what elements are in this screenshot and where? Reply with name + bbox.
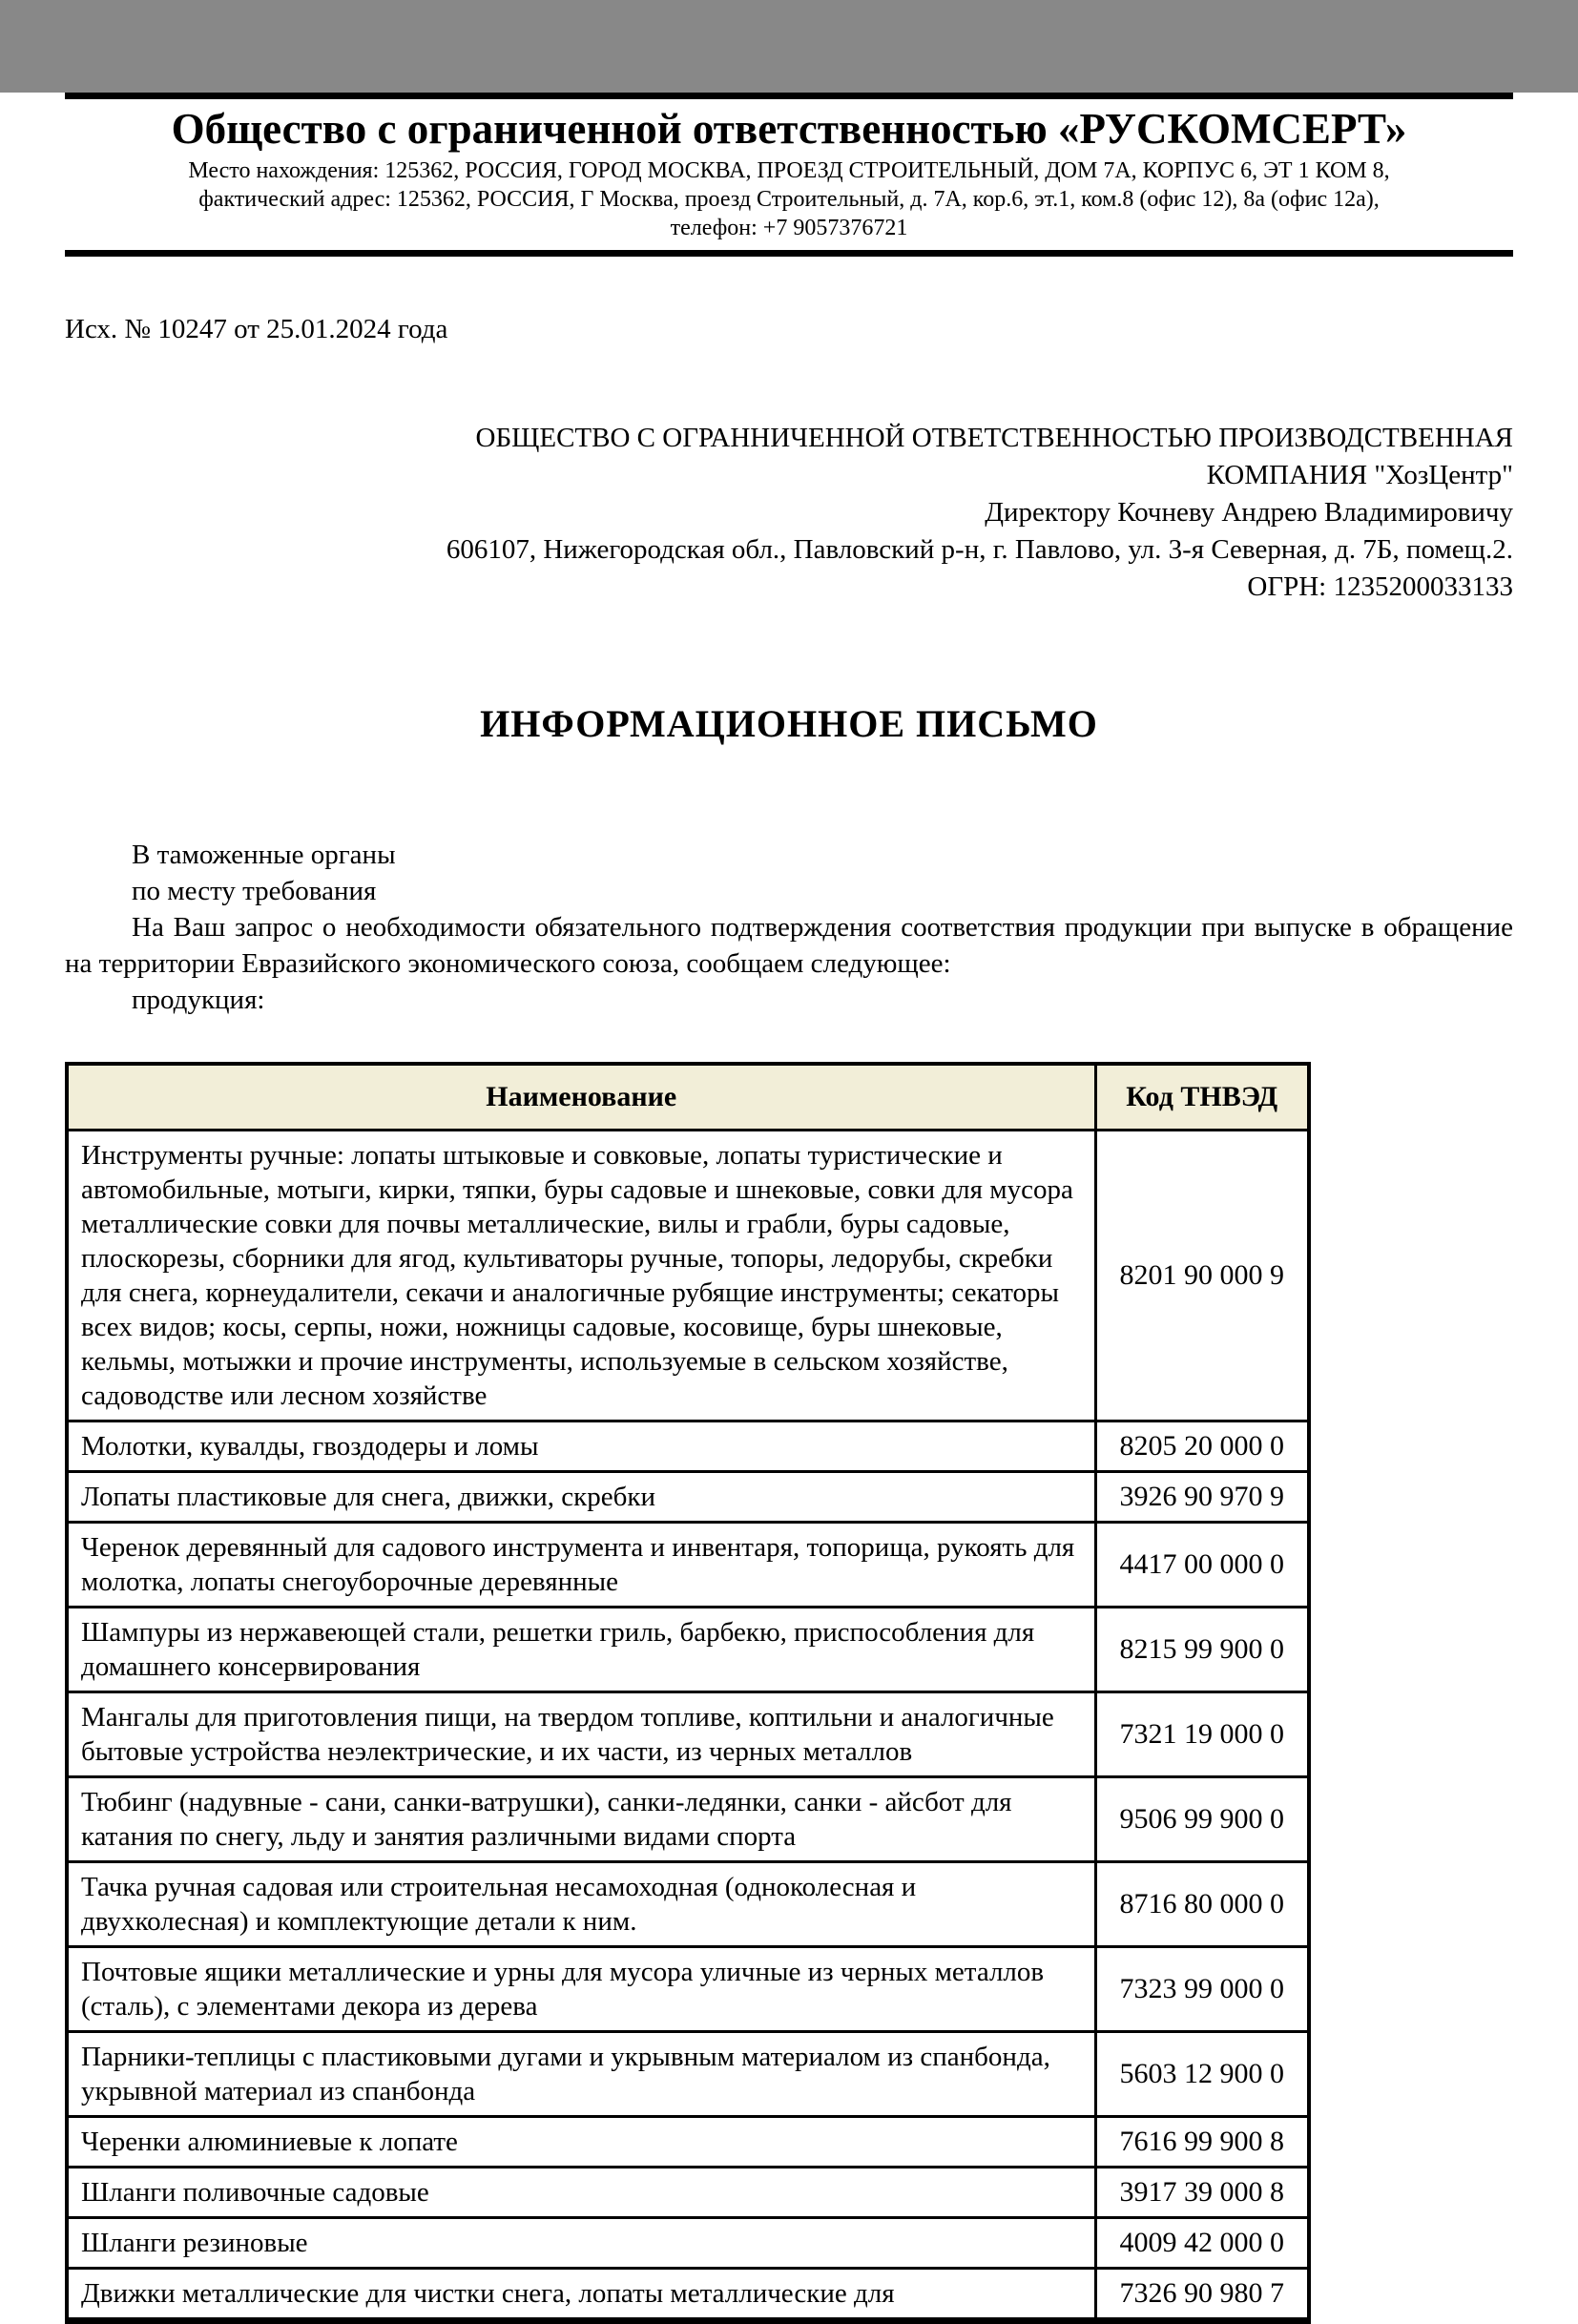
product-code-cell: 7326 90 980 7	[1095, 2269, 1309, 2321]
recipient-company-line-1: ОБЩЕСТВО С ОГРАННИЧЕННОЙ ОТВЕТСТВЕННОСТЬЮ ПРОИЗВОДСТВЕННАЯ	[475, 423, 1513, 453]
product-code-cell: 4009 42 000 0	[1095, 2218, 1309, 2269]
product-name-cell: Шампуры из нержавеющей стали, решетки гриль, барбекю, приспособления для домашнего консервирования	[67, 1608, 1095, 1692]
product-name-cell: Шланги поливочные садовые	[67, 2168, 1095, 2218]
product-code-cell: 8201 90 000 9	[1095, 1131, 1309, 1421]
table-row	[67, 1523, 1309, 1608]
recipient-block	[65, 420, 1513, 606]
recipient-director: Директору Кочневу Андрею Владимировичу	[985, 497, 1513, 528]
product-name-cell: Шланги резиновые	[67, 2218, 1095, 2269]
product-code-cell: 3926 90 970 9	[1095, 1472, 1309, 1523]
product-name-cell: Черенок деревянный для садового инструмента и инвентаря, топорища, рукоять для молотка, лопаты снегоуборочные деревянные	[67, 1523, 1095, 1608]
product-name-cell: Инструменты ручные: лопаты штыковые и совковые, лопаты туристические и автомобильные, мотыги, кирки, тяпки, буры садовые и шнековые, совки для мусора металлические совки для почвы металлические, вилы и грабли, буры садовые, плоскорезы, сборники для ягод, культиваторы ручные, топоры, ледорубы, скребки для снега, корнеудалители, секачи и аналогичные рубящие инструменты; секаторы всех видов; косы, серпы, ножи, ножницы садовые, косовище, буры шнековые, кельмы, мотыжки и прочие инструменты, используемые в сельском хозяйстве, садоводстве или лесном хозяйстве	[67, 1131, 1095, 1421]
product-name-cell: Мангалы для приготовления пищи, на твердом топливе, коптильни и аналогичные бытовые устройства неэлектрические, и их части, из черных металлов	[67, 1692, 1095, 1777]
product-code-cell: 7616 99 900 8	[1095, 2117, 1309, 2168]
product-name-cell: Тачка ручная садовая или строительная несамоходная (одноколесная и двухколесная) и комплектующие детали к ним.	[67, 1862, 1095, 1947]
document-page	[0, 93, 1578, 2324]
table-row	[67, 1692, 1309, 1777]
recipient-company-line-2: КОМПАНИЯ "ХозЦентр"	[1206, 460, 1513, 490]
product-code-cell: 8716 80 000 0	[1095, 1862, 1309, 1947]
column-header-name: Наименование	[67, 1064, 1095, 1131]
product-code-cell: 8215 99 900 0	[1095, 1608, 1309, 1692]
company-address-line-2: фактический адрес: 125362, РОССИЯ, Г Москва, проезд Строительный, д. 7А, кор.6, эт.1, ком.8 (офис 12), 8а (офис 12а),	[198, 187, 1380, 212]
addressee-line-2: по месту требования	[132, 876, 377, 906]
table-row	[67, 2168, 1309, 2218]
product-table-body	[67, 1131, 1309, 2321]
product-name-cell: Черенки алюминиевые к лопате	[67, 2117, 1095, 2168]
product-code-cell: 8205 20 000 0	[1095, 1421, 1309, 1472]
product-code-cell: 5603 12 900 0	[1095, 2032, 1309, 2117]
table-row	[67, 2117, 1309, 2168]
outgoing-reference: Исх. № 10247 от 25.01.2024 года	[65, 314, 448, 344]
table-row	[67, 2032, 1309, 2117]
products-label: продукция:	[132, 985, 265, 1015]
table-row	[67, 1608, 1309, 1692]
table-row	[67, 1421, 1309, 1472]
column-header-code: Код ТНВЭД	[1095, 1064, 1309, 1131]
product-code-cell: 4417 00 000 0	[1095, 1523, 1309, 1608]
table-row	[67, 1947, 1309, 2032]
table-row	[67, 1862, 1309, 1947]
product-name-cell: Почтовые ящики металлические и урны для мусора уличные из черных металлов (сталь), с элементами декора из дерева	[67, 1947, 1095, 2032]
product-name-cell: Лопаты пластиковые для снега, движки, скребки	[67, 1472, 1095, 1523]
table-row	[67, 2269, 1309, 2321]
letter-title: ИНФОРМАЦИОННОЕ ПИСЬМО	[480, 702, 1098, 745]
table-row	[67, 1777, 1309, 1862]
table-row	[67, 1131, 1309, 1421]
company-phone-line: телефон: +7 9057376721	[670, 216, 908, 240]
letterhead-top-rule	[65, 93, 1513, 99]
company-name: Общество с ограниченной ответственностью «РУСКОМСЕРТ»	[171, 105, 1407, 153]
product-name-cell: Парники-теплицы с пластиковыми дугами и укрывным материалом из спанбонда, укрывной материал из спанбонда	[67, 2032, 1095, 2117]
body-paragraph: На Ваш запрос о необходимости обязательного подтверждения соответствия продукции при выпуске в обращение на территории Евразийского экономического союза, сообщаем следующее:	[65, 912, 1513, 979]
company-address-line-1: Место нахождения: 125362, РОССИЯ, ГОРОД МОСКВА, ПРОЕЗД СТРОИТЕЛЬНЫЙ, ДОМ 7А, КОРПУС 6, ЭТ 1 КОМ 8,	[188, 158, 1390, 183]
table-row	[67, 2218, 1309, 2269]
table-row	[67, 1472, 1309, 1523]
letter-body	[65, 837, 1513, 1018]
product-code-cell: 9506 99 900 0	[1095, 1777, 1309, 1862]
product-code-cell: 7323 99 000 0	[1095, 1947, 1309, 2032]
table-header-row	[67, 1064, 1309, 1131]
product-code-cell: 3917 39 000 8	[1095, 2168, 1309, 2218]
product-code-cell: 7321 19 000 0	[1095, 1692, 1309, 1777]
product-name-cell: Движки металлические для чистки снега, лопаты металлические для	[67, 2269, 1095, 2321]
addressee-line-1: В таможенные органы	[132, 840, 396, 870]
product-name-cell: Молотки, кувалды, гвоздодеры и ломы	[67, 1421, 1095, 1472]
product-name-cell: Тюбинг (надувные - сани, санки-ватрушки), санки-ледянки, санки - айсбот для катания по снегу, льду и занятия различными видами спорта	[67, 1777, 1095, 1862]
recipient-address: 606107, Нижегородская обл., Павловский р-н, г. Павлово, ул. 3-я Северная, д. 7Б, помещ.2.	[446, 534, 1513, 565]
letterhead-bottom-rule	[65, 250, 1513, 257]
recipient-ogrn: ОГРН: 1235200033133	[1247, 571, 1513, 602]
products-table	[65, 1062, 1311, 2324]
